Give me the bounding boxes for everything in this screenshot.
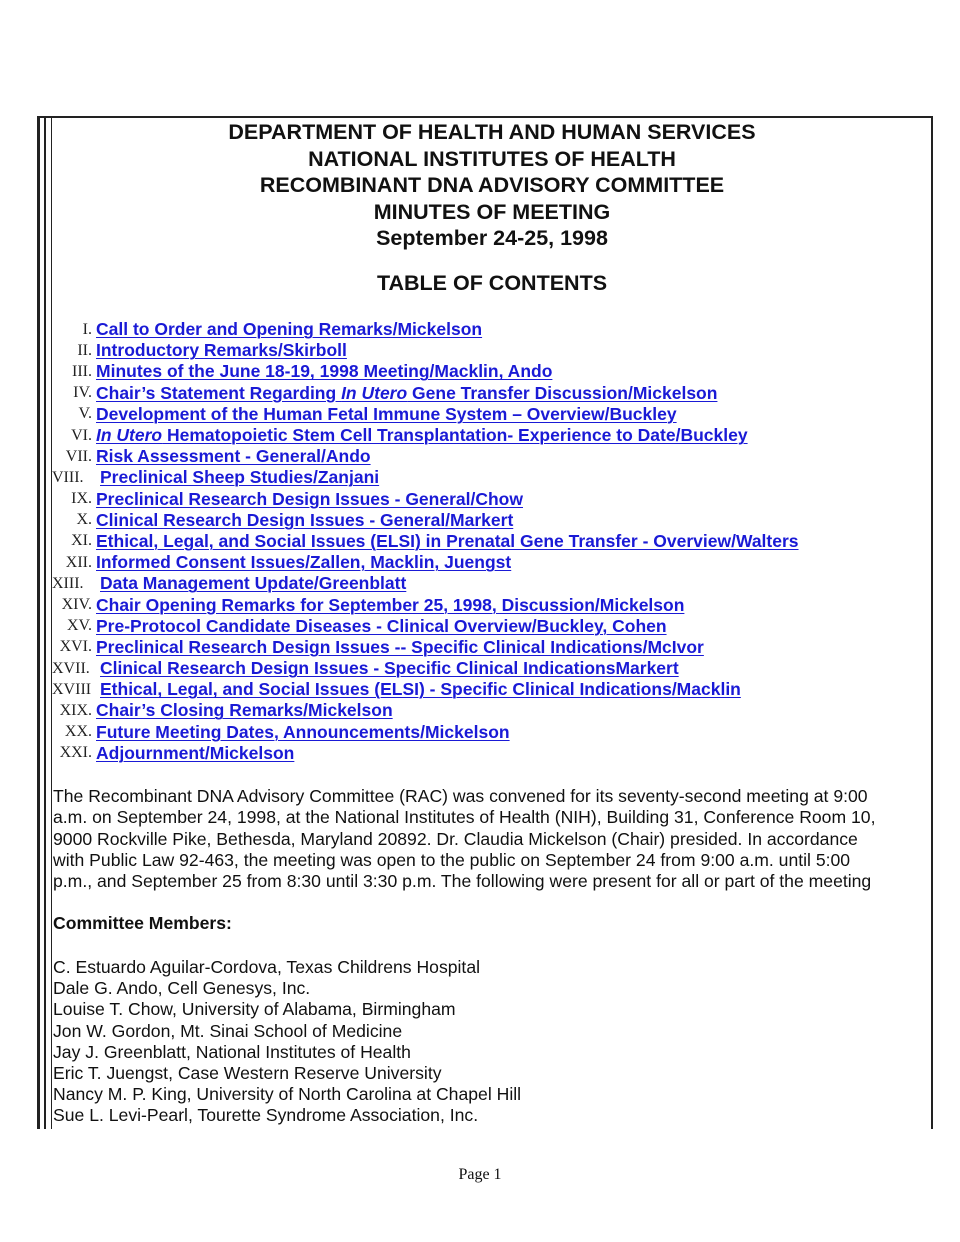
- members-list: [53, 957, 521, 1127]
- paragraph-line: 9000 Rockville Pike, Bethesda, Maryland 20892. Dr. Claudia Mickelson (Chair) presided. In accordance: [53, 828, 858, 849]
- toc-entry: [52, 404, 932, 425]
- paragraph-line: The Recombinant DNA Advisory Committee (RAC) was convened for its seventy-second meeting at 9:00: [53, 786, 868, 806]
- toc-entry: [52, 594, 932, 615]
- toc-entry-link[interactable]: Minutes of the June 18-19, 1998 Meeting/Macklin, Ando: [96, 361, 553, 382]
- toc-entry-number: XI.: [71, 532, 92, 550]
- frame-rule-left-middle: [44, 116, 46, 1129]
- toc-entry-number: X.: [76, 511, 92, 529]
- toc-entry-number: XIII.: [52, 574, 84, 592]
- toc-entry: [52, 700, 932, 721]
- heading-committee: RECOMBINANT DNA ADVISORY COMMITTEE: [259, 173, 725, 197]
- toc-entry-number: I.: [82, 320, 92, 338]
- toc-entry-italic-text: In Utero: [341, 382, 408, 403]
- toc-entry-number: XXI.: [59, 744, 92, 762]
- toc-entry: [52, 510, 932, 531]
- toc-entry-number: V.: [78, 405, 92, 423]
- page-number: Page 1: [458, 1166, 502, 1183]
- toc-entry-number: XVIII: [52, 680, 92, 698]
- member-item: Louise T. Chow, University of Alabama, Birmingham: [53, 999, 456, 1020]
- toc-entry-number: VII.: [65, 447, 92, 465]
- toc-entry-link[interactable]: Preclinical Research Design Issues - General/Chow: [96, 488, 523, 509]
- toc-entry-link[interactable]: Future Meeting Dates, Announcements/Mickelson: [96, 721, 510, 742]
- toc-entry: [52, 616, 932, 637]
- toc-entry-number: XVI.: [59, 638, 92, 656]
- toc-entry-number: XV.: [66, 617, 92, 635]
- toc-entry: [52, 722, 932, 743]
- toc-entry-link[interactable]: Chair’s Closing Remarks/Mickelson: [96, 700, 393, 721]
- member-item: Eric T. Juengst, Case Western Reserve University: [53, 1063, 442, 1084]
- heading-minutes: MINUTES OF MEETING: [373, 199, 611, 224]
- heading-date: September 24-25, 1998: [376, 226, 608, 250]
- toc-entry-number: II.: [77, 341, 92, 359]
- toc-entry: [52, 552, 932, 573]
- toc-entry-link[interactable]: Ethical, Legal, and Social Issues (ELSI) - Specific Clinical Indications/Macklin: [100, 679, 741, 700]
- toc-entry: [52, 637, 932, 658]
- paragraph-line: a.m. on September 24, 1998, at the National Institutes of Health (NIH), Building 31, Conference Room 10,: [53, 807, 876, 828]
- toc-entry: [52, 446, 932, 467]
- toc-entry-number: VIII.: [52, 468, 84, 486]
- toc-entry-link[interactable]: Clinical Research Design Issues - Specific Clinical IndicationsMarkert: [100, 658, 679, 679]
- member-item: C. Estuardo Aguilar-Cordova, Texas Childrens Hospital: [53, 957, 481, 977]
- member-item: Dale G. Ando, Cell Genesys, Inc.: [53, 978, 311, 999]
- toc-entry: [52, 319, 932, 340]
- toc-entry-italic-text: In Utero: [96, 425, 163, 446]
- toc-entry-link[interactable]: Informed Consent Issues/Zallen, Macklin, Juengst: [96, 552, 512, 573]
- toc-entry-link[interactable]: Ethical, Legal, and Social Issues (ELSI) in Prenatal Gene Transfer - Overview/Walters: [96, 530, 799, 551]
- toc-title: TABLE OF CONTENTS: [376, 271, 608, 295]
- toc-entry-text: Gene Transfer Discussion/Mickelson: [407, 382, 718, 403]
- document-heading: [52, 119, 932, 252]
- toc-entry-text: Hematopoietic Stem Cell Transplantation- Experience to Date/Buckley: [162, 425, 748, 446]
- toc-entry-link[interactable]: Adjournment/Mickelson: [96, 742, 295, 763]
- toc-entry: [52, 679, 932, 700]
- toc-entry-link[interactable]: Clinical Research Design Issues - General/Markert: [96, 509, 514, 530]
- toc-entry-link[interactable]: Preclinical Research Design Issues -- Specific Clinical Indications/McIvor: [96, 636, 704, 657]
- toc-entry-link[interactable]: [96, 425, 748, 446]
- toc-entry-number: III.: [72, 362, 92, 380]
- toc-entry: [52, 467, 932, 488]
- toc-entry-link[interactable]: Introductory Remarks/Skirboll: [96, 340, 347, 361]
- toc-entry: [52, 489, 932, 510]
- toc-entry-link[interactable]: Data Management Update/Greenblatt: [100, 573, 407, 594]
- toc-entry: [52, 383, 932, 404]
- toc-entry: [52, 531, 932, 552]
- toc-entry-link[interactable]: Development of the Human Fetal Immune System – Overview/Buckley: [96, 403, 677, 424]
- toc-entry: [52, 743, 932, 764]
- member-item: Jon W. Gordon, Mt. Sinai School of Medicine: [53, 1020, 403, 1041]
- toc-entry-link[interactable]: [96, 383, 717, 404]
- toc-entry-number: XX.: [64, 723, 92, 741]
- heading-department: DEPARTMENT OF HEALTH AND HUMAN SERVICES: [228, 120, 756, 144]
- paragraph-line: with Public Law 92-463, the meeting was open to the public on September 24 from 9:00 a.m. until 5:00: [53, 849, 851, 870]
- toc-entry-number: XVII.: [52, 659, 90, 677]
- paragraph-line: p.m., and September 25 from 8:30 until 3:30 p.m. The following were present for all or part of the meeting: [53, 871, 872, 892]
- toc-entry-link[interactable]: Risk Assessment - General/Ando: [96, 446, 371, 467]
- heading-institute: NATIONAL INSTITUTES OF HEALTH: [308, 146, 676, 171]
- toc-entry-number: XII.: [65, 553, 92, 571]
- toc-entry-number: IX.: [71, 490, 92, 508]
- intro-paragraph: [53, 786, 933, 892]
- toc-entry-link[interactable]: Chair Opening Remarks for September 25, 1998, Discussion/Mickelson: [96, 594, 685, 615]
- toc-entry: [52, 361, 932, 382]
- toc-entry: [52, 573, 932, 594]
- toc-entry-text: Chair’s Statement Regarding: [96, 382, 342, 403]
- toc-entry: [52, 340, 932, 361]
- toc-entry-link[interactable]: Call to Order and Opening Remarks/Mickelson: [96, 319, 483, 340]
- frame-rule-left-outer: [37, 116, 40, 1129]
- toc-entry-number: XIX.: [59, 701, 92, 719]
- member-item: Nancy M. P. King, University of North Carolina at Chapel Hill: [53, 1084, 522, 1105]
- member-item: Jay J. Greenblatt, National Institutes of Health: [53, 1041, 411, 1062]
- toc-entry: [52, 425, 932, 446]
- member-item: Sue L. Levi-Pearl, Tourette Syndrome Association, Inc.: [53, 1105, 479, 1126]
- toc-entry-number: VI.: [71, 426, 92, 444]
- toc-entry-number: XIV.: [61, 596, 92, 614]
- toc-entry-number: IV.: [73, 384, 92, 402]
- table-of-contents: [52, 319, 932, 764]
- toc-entry: [52, 658, 932, 679]
- members-heading: Committee Members:: [53, 913, 232, 933]
- toc-entry-link[interactable]: Preclinical Sheep Studies/Zanjani: [100, 467, 380, 488]
- toc-entry-link[interactable]: Pre-Protocol Candidate Diseases - Clinical Overview/Buckley, Cohen: [96, 615, 667, 636]
